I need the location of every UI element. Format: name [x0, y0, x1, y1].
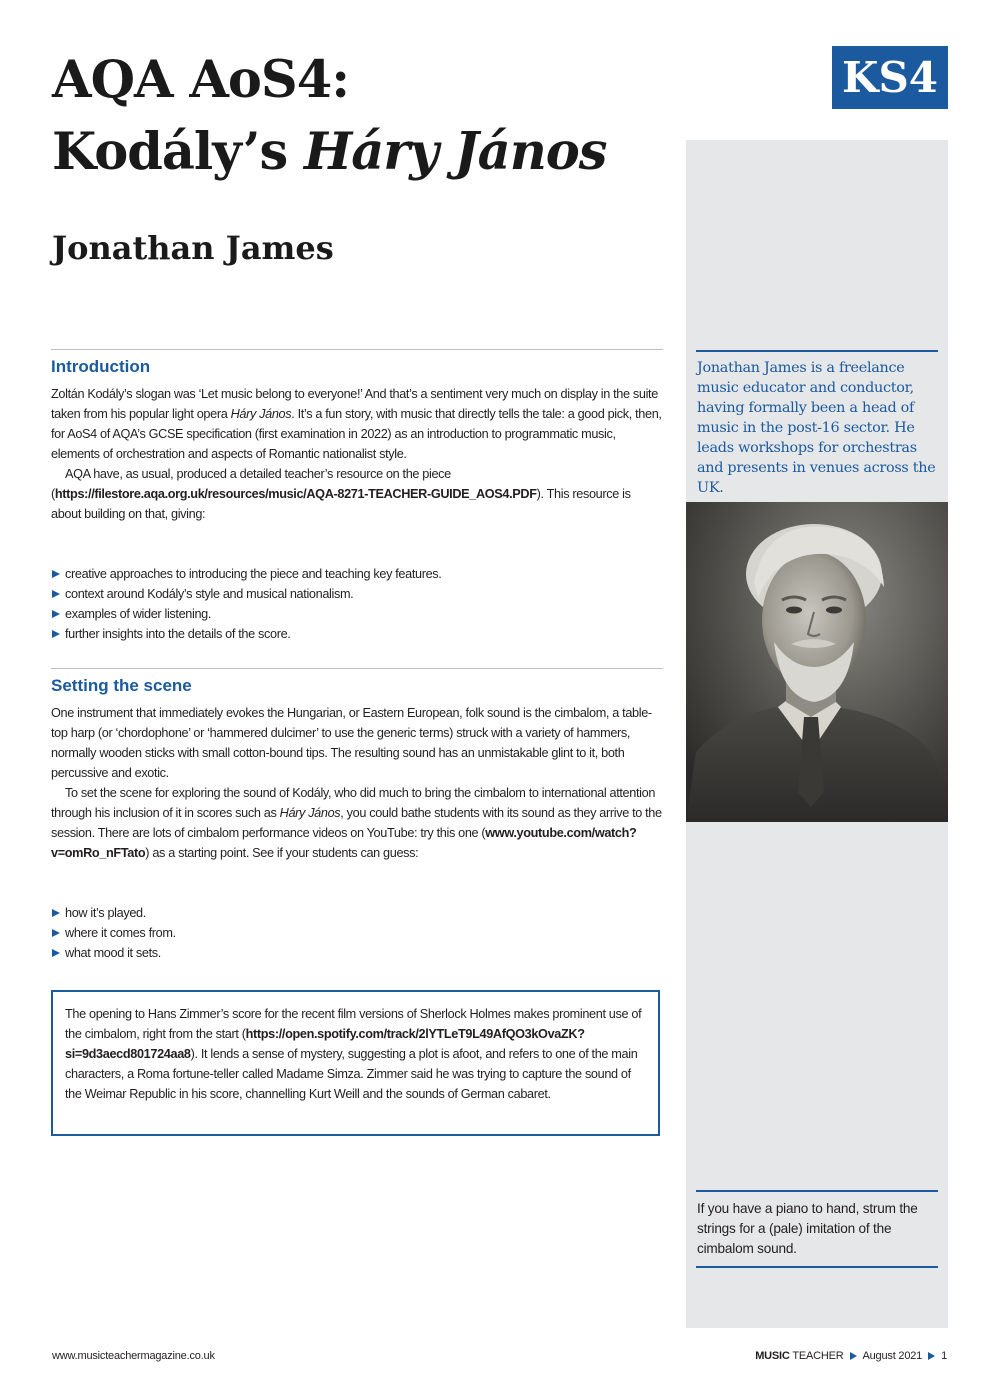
footer-brand	[755, 1350, 843, 1362]
setting-scene-body	[51, 703, 663, 863]
intro-p2-text-b: ). This resource is about building on that, giving:	[51, 487, 631, 521]
sidebar-tip: If you have a piano to hand, strum the strings for a (pale) imitation of the cimbalom sound.	[697, 1201, 918, 1256]
title-line-2-prefix: Kodály’s	[52, 122, 305, 182]
author-photo	[686, 502, 948, 822]
tip-divider-top	[696, 1190, 938, 1192]
footer-website[interactable]: www.musicteachermagazine.co.uk	[52, 1350, 215, 1362]
introduction-paragraph-2	[51, 464, 663, 524]
tip-divider-bottom	[696, 1266, 938, 1268]
list-item: further insights into the details of the score.	[51, 624, 663, 644]
scene-paragraph-1: One instrument that immediately evokes the Hungarian, or Eastern European, folk sound is the cimbalom, a table-top harp (or ‘chordophone’ or ‘hammered dulcimer’ to use the generic terms) struck with a variety of hammers, normally wooden sticks with small cotton-bound tips. The resulting sound has an unmistakable glint to it, both percussive and exotic.	[51, 706, 652, 780]
title-line-2-italic: Háry János	[304, 122, 607, 182]
author-bio: Jonathan James is a freelance music educator and conductor, having formally been a head of music in the post-16 sector. He leads workshops for orchestras and presents in venues across the UK.	[697, 360, 936, 496]
page-number: 1	[941, 1350, 947, 1362]
callout-box	[51, 990, 660, 1136]
scene-p2-text-c: ) as a starting point. See if your students can guess:	[145, 846, 419, 860]
callout-text	[65, 1004, 648, 1104]
brand-rest: TEACHER	[792, 1350, 844, 1362]
list-item: examples of wider listening.	[51, 604, 663, 624]
setting-scene-heading: Setting the scene	[51, 676, 192, 695]
list-item: where it comes from.	[51, 923, 663, 943]
scene-bullet-list	[51, 903, 663, 963]
list-item: creative approaches to introducing the piece and teaching key features.	[51, 564, 663, 584]
footer-issue-info	[755, 1350, 947, 1362]
introduction-bullet-list	[51, 564, 663, 644]
section-divider	[51, 349, 663, 350]
intro-p1-text-a: Zoltán Kodály’s slogan was ‘Let music belong to everyone!’ And that’s a sentiment very much on display in the suite taken from his popular light opera	[51, 387, 658, 421]
callout-text-b: ). It lends a sense of mystery, suggesting a plot is afoot, and refers to one of the main characters, a Roma fortune-teller called Madame Simza. Zimmer said he was trying to capture the sound of the Weimar Republic in his score, channelling Kurt Weill and the sounds of German cabaret.	[65, 1047, 638, 1101]
footer-issue-date: August 2021	[862, 1350, 923, 1362]
triangle-icon	[928, 1352, 935, 1360]
list-item: context around Kodály’s style and musical nationalism.	[51, 584, 663, 604]
intro-p1-text-b: . It’s a fun story, with music that directly tells the tale: a good pick, then, for AoS4 of AQA’s GCSE specification (first examination in 2022) as an introduction to programmatic music, elements of orchestration and aspects of Romantic nationalist style.	[51, 407, 662, 461]
title-line-1: AQA AoS4:	[52, 50, 350, 110]
list-item: what mood it sets.	[51, 943, 663, 963]
intro-p1-italic: Háry János	[230, 407, 292, 421]
spotify-link[interactable]: https://open.spotify.com/track/2lYTLeT9L49AfQO3kOvaZK?si=9d3aecd801724aa8	[65, 1027, 585, 1061]
scene-p2-text-b: , you could bathe students with its sound as they arrive to the session. There are lots of cimbalom performance videos on YouTube: try this one (	[51, 806, 662, 840]
introduction-heading: Introduction	[51, 357, 151, 376]
section-divider	[51, 668, 663, 669]
page-title	[52, 44, 607, 188]
bio-divider	[696, 350, 938, 352]
intro-p2-text-a: AQA have, as usual, produced a detailed teacher’s resource on the piece (	[51, 467, 451, 501]
youtube-link[interactable]: www.youtube.com/watch?v=omRo_nFTato	[51, 826, 637, 860]
list-item: how it’s played.	[51, 903, 663, 923]
aqa-resource-link[interactable]: https://filestore.aqa.org.uk/resources/music/AQA-8271-TEACHER-GUIDE_AOS4.PDF	[54, 487, 537, 501]
triangle-icon	[850, 1352, 857, 1360]
callout-text-a: The opening to Hans Zimmer’s score for the recent film versions of Sherlock Holmes makes prominent use of the cimbalom, right from the start (	[65, 1007, 642, 1041]
introduction-paragraph-1	[51, 384, 663, 464]
author-name: Jonathan James	[52, 229, 334, 267]
scene-p2-italic: Háry János	[279, 806, 341, 820]
introduction-body	[51, 384, 663, 524]
brand-bold: MUSIC	[755, 1350, 790, 1362]
scene-paragraph-2	[51, 783, 663, 863]
scene-p2-text-a: To set the scene for exploring the sound of Kodály, who did much to bring the cimbalom to international attention through his inclusion of it in scores such as	[51, 786, 656, 820]
ks4-badge: KS4	[832, 46, 948, 109]
